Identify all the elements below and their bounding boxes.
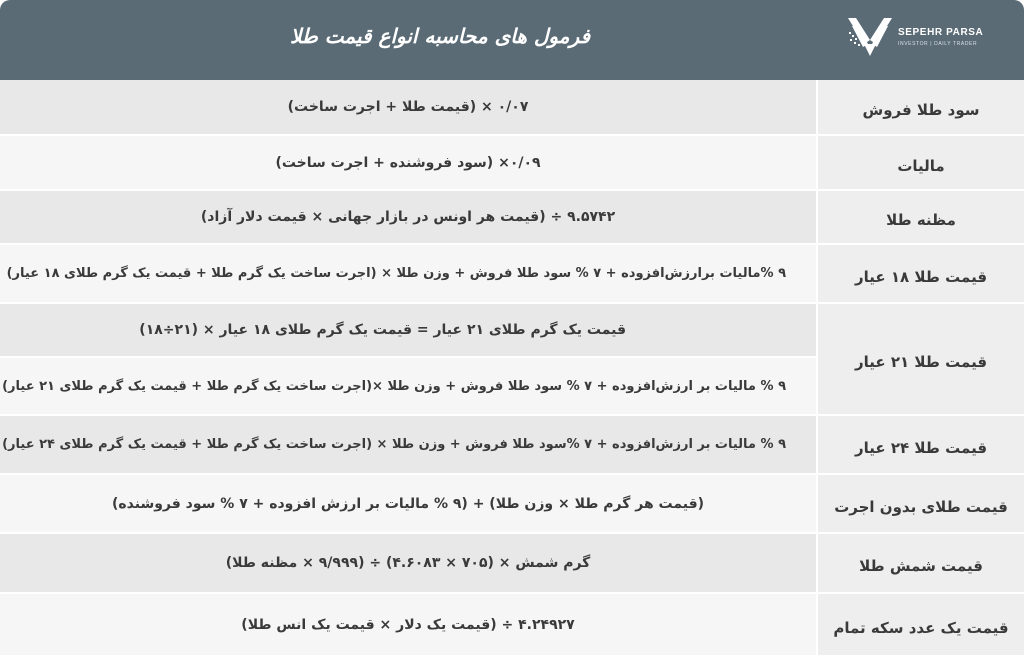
logo-name: SEPEHR PARSA — [898, 27, 984, 38]
row-label: قیمت طلای بدون اجرت — [818, 475, 1024, 532]
page-title: فرمول های محاسبه انواع قیمت طلا — [289, 24, 591, 48]
header-bar — [0, 0, 1024, 80]
row-formula: گرم شمش × (۷۰۵ × ۴.۶۰۸۳) ÷ (۹/۹۹۹ × مظنه طلا) — [0, 534, 816, 592]
row-formula: ۴.۲۴۹۲۷ ÷ (قیمت یک دلار × قیمت یک انس طلا) — [0, 594, 816, 655]
row-label: قیمت طلا ۲۱ عیار — [818, 304, 1024, 414]
row-formula: (قیمت هر گرم طلا × وزن طلا) + (۹ % مالیات بر ارزش افزوده + ۷ % سود فروشنده) — [0, 475, 816, 532]
row-label: مالیات — [818, 136, 1024, 189]
row-formula: ۹ %مالیات برارزش‌افزوده + ۷ % سود طلا فروش + وزن طلا × (اجرت ساخت یک گرم طلا + قیمت یک گرم طلای ۱۸ عیار) — [0, 245, 816, 302]
eagle-logo-icon — [846, 14, 894, 58]
row-formula: ۹ % مالیات بر ارزش‌افزوده + ۷ %سود طلا فروش + وزن طلا × (اجرت ساخت یک گرم طلا + قیمت یک گرم طلای ۲۴ عیار) — [0, 416, 816, 473]
formula-table — [0, 80, 1024, 655]
row-formula: ۹ % مالیات بر ارزش‌افزوده + ۷ % سود طلا فروش + وزن طلا ×(اجرت ساخت یک گرم طلا + قیمت یک گرم طلای ۲۱ عیار) — [0, 358, 816, 414]
row-formula: قیمت یک گرم طلای ۲۱ عیار = قیمت یک گرم طلای ۱۸ عیار × (۲۱÷۱۸) — [0, 304, 816, 356]
row-label: سود طلا فروش — [818, 80, 1024, 134]
row-label: قیمت شمش طلا — [818, 534, 1024, 592]
row-label: قیمت یک عدد سکه تمام — [818, 594, 1024, 655]
row-label: قیمت طلا ۱۸ عیار — [818, 245, 1024, 302]
row-formula: ۰/۰۷ × (قیمت طلا + اجرت ساخت) — [0, 80, 816, 134]
row-formula: ۰/۰۹× (سود فروشنده + اجرت ساخت) — [0, 136, 816, 189]
logo-tagline: INVESTOR | DAILY TRADER — [898, 41, 978, 47]
column-divider — [816, 80, 818, 655]
brand-logo — [846, 14, 996, 60]
row-formula: ۹.۵۷۴۲ ÷ (قیمت هر اونس در بازار جهانی × قیمت دلار آزاد) — [0, 191, 816, 243]
row-label: مظنه طلا — [818, 191, 1024, 243]
row-label: قیمت طلا ۲۴ عیار — [818, 416, 1024, 473]
